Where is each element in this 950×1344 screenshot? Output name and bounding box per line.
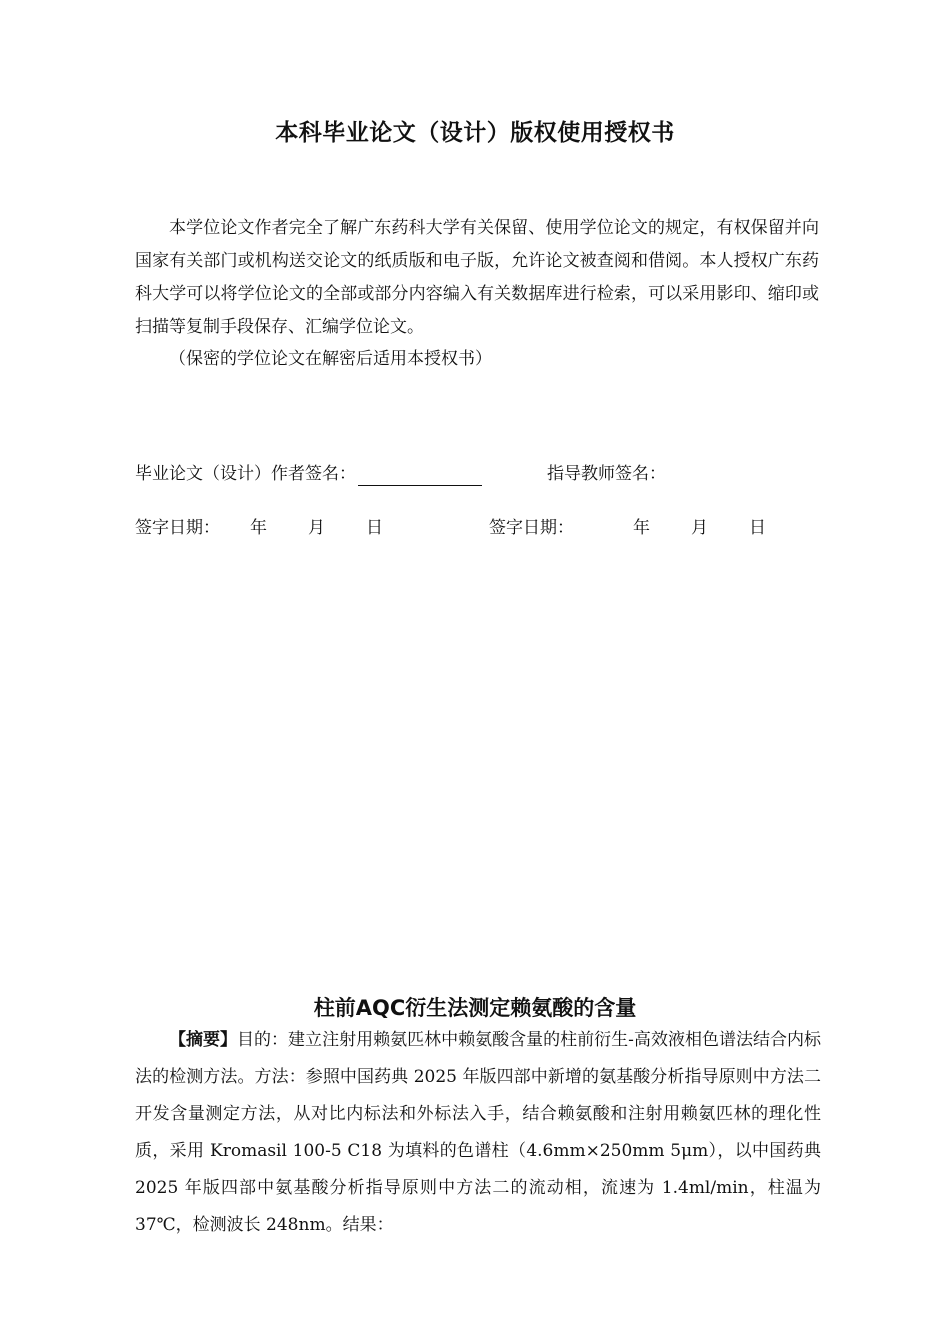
date-label-right: 签字日期： [489, 518, 574, 538]
author-signature-row [135, 462, 482, 486]
confidential-note: （保密的学位论文在解密后适用本授权书） [169, 349, 492, 369]
authorization-paragraph: 本学位论文作者完全了解广东药科大学有关保留、使用学位论文的规定，有权保留并向国家有关部门或机构送交论文的纸质版和电子版，允许论文被查阅和借阅。本人授权广东药科大学可以将学位论文的全部或部分内容编入有关数据库进行检索，可以采用影印、缩印或扫描等复制手段保存、汇编学位论文。 [135, 218, 819, 337]
authorization-title: 本科毕业论文（设计）版权使用授权书 [275, 120, 675, 146]
paper-title: 柱前AQC衍生法测定赖氨酸的含量 [313, 996, 637, 1020]
date-year-left: 年 [250, 518, 267, 538]
abstract-paragraph [135, 1022, 821, 1244]
date-month-right: 月 [691, 518, 708, 538]
advisor-signature-label: 指导教师签名： [547, 464, 666, 484]
date-month-left: 月 [308, 518, 325, 538]
date-year-right: 年 [633, 518, 650, 538]
author-signature-line [358, 467, 482, 486]
abstract-label: 【摘要】 [169, 1030, 238, 1050]
author-signature-label: 毕业论文（设计）作者签名： [135, 464, 356, 484]
abstract-text: 目的：建立注射用赖氨匹林中赖氨酸含量的柱前衍生-高效液相色谱法结合内标法的检测方法。方法：参照中国药典 2025 年版四部中新增的氨基酸分析指导原则中方法二开发含量测定方法，从对比内标法和外标法入手，结合赖氨酸和注射用赖氨匹林的理化性质，采用 Kromasil 100-5 C18 为填料的色谱柱（4.6mm×250mm 5μm），以中国药典 2025 年版四部中氨基酸分析指导原则中方法二的流动相，流速为 1.4ml/min，柱温为 37℃，检测波长 248nm。结果： [135, 1030, 821, 1235]
date-day-right: 日 [749, 518, 766, 538]
date-label-left: 签字日期： [135, 518, 220, 538]
date-day-left: 日 [366, 518, 383, 538]
